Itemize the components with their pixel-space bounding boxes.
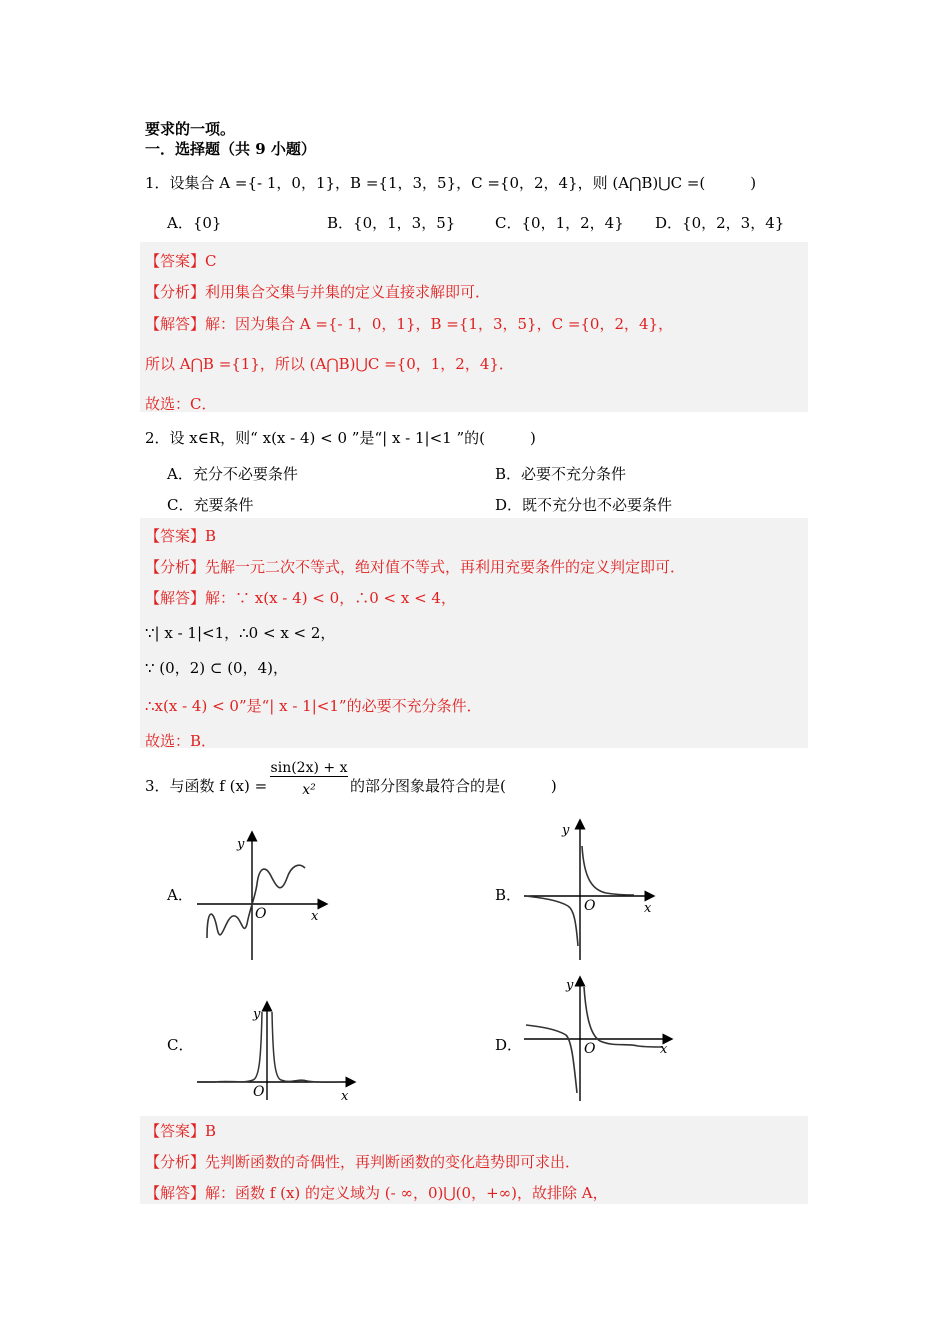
origin-label: O (584, 1041, 596, 1057)
curve-left (526, 1025, 577, 1093)
q3-fraction-numerator: sin(2x) + x (270, 760, 348, 776)
curve (207, 865, 305, 938)
q3-solution-line1: 【解答】解：函数 f (x) 的定义域为 (- ∞，0)⋃(0，+∞)，故排除 A， (145, 1184, 608, 1202)
q3-fraction-denominator: x² (302, 782, 316, 798)
q1-option-a[interactable]: A．{0} (167, 214, 222, 232)
y-label: y (566, 978, 574, 993)
q3-graph-b[interactable] (522, 818, 662, 963)
x-label: x (644, 901, 652, 916)
q3-stem-prefix: 3．与函数 f (x) = (145, 777, 268, 795)
y-label: y (562, 823, 570, 838)
q2-answer: 【答案】B (145, 527, 217, 545)
x-label: x (341, 1089, 349, 1104)
q3-graph-c[interactable] (195, 1000, 360, 1105)
q3-analysis: 【分析】先判断函数的奇偶性，再判断函数的变化趋势即可求出． (145, 1153, 581, 1171)
q3-option-d[interactable]: D． (495, 1036, 523, 1054)
intro-text: 要求的一项。 (145, 120, 236, 138)
q2-option-b[interactable]: B．必要不充分条件 (495, 465, 627, 483)
q2-stem: 2．设 x∈R，则“ x(x - 4) < 0 ”是“| x - 1|<1 ”的( ) (145, 429, 536, 447)
origin-label: O (584, 898, 596, 914)
q3-graph-d[interactable] (522, 975, 677, 1105)
x-label: x (311, 909, 319, 924)
curve-left (215, 1012, 262, 1082)
q1-solution-line1: 【解答】解：因为集合 A ={- 1，0，1}，B ={1，3，5}，C ={0，2，4}， (145, 315, 674, 333)
q3-stem-suffix: 的部分图象最符合的是( ) (350, 777, 557, 795)
section-heading: 一．选择题（共 9 小题） (145, 140, 316, 158)
q1-stem: 1．设集合 A ={- 1，0，1}，B ={1，3，5}，C ={0，2，4}，则 (A⋂B)⋃C =( ) (145, 174, 757, 192)
q2-solution-line2: ∵| x - 1|<1，∴0 < x < 2， (145, 624, 336, 642)
q2-solution-line3: ∵ (0，2) ⊂ (0，4)， (145, 659, 288, 677)
q2-option-a[interactable]: A．充分不必要条件 (167, 465, 298, 483)
q2-solution-line1: 【解答】解：∵ x(x - 4) < 0，∴0 < x < 4， (145, 589, 456, 607)
q3-option-b[interactable]: B． (495, 886, 522, 904)
q3-graph-a[interactable] (195, 828, 335, 963)
q2-option-c[interactable]: C．充要条件 (167, 496, 254, 514)
q1-choice: 故选：C． (145, 395, 217, 413)
curve-left (526, 896, 578, 946)
curve-right (584, 987, 662, 1047)
y-label: y (237, 837, 245, 852)
q2-analysis: 【分析】先解一元二次不等式，绝对值不等式，再利用充要条件的定义判定即可． (145, 558, 686, 576)
origin-label: O (253, 1084, 265, 1100)
q1-analysis: 【分析】利用集合交集与并集的定义直接求解即可． (145, 283, 491, 301)
q2-choice: 故选：B． (145, 732, 217, 750)
curve-right (272, 1012, 341, 1082)
q1-option-d[interactable]: D．{0，2，3，4} (655, 214, 785, 232)
q1-solution-line2: 所以 A⋂B ={1}，所以 (A⋂B)⋃C ={0，1，2，4}． (145, 355, 514, 373)
y-label: y (253, 1007, 261, 1022)
q1-answer: 【答案】C (145, 252, 217, 270)
q2-solution-line4: ∴x(x - 4) < 0”是“| x - 1|<1”的必要不充分条件． (145, 697, 482, 715)
x-label: x (660, 1042, 668, 1057)
origin-label: O (255, 906, 267, 922)
q3-option-a[interactable]: A． (167, 886, 193, 904)
q3-option-c[interactable]: C． (167, 1036, 194, 1054)
q2-option-d[interactable]: D．既不充分也不必要条件 (495, 496, 673, 514)
q1-option-c[interactable]: C．{0，1，2，4} (495, 214, 624, 232)
q1-option-b[interactable]: B．{0，1，3，5} (327, 214, 456, 232)
q3-answer: 【答案】B (145, 1122, 217, 1140)
curve-right (582, 846, 634, 895)
